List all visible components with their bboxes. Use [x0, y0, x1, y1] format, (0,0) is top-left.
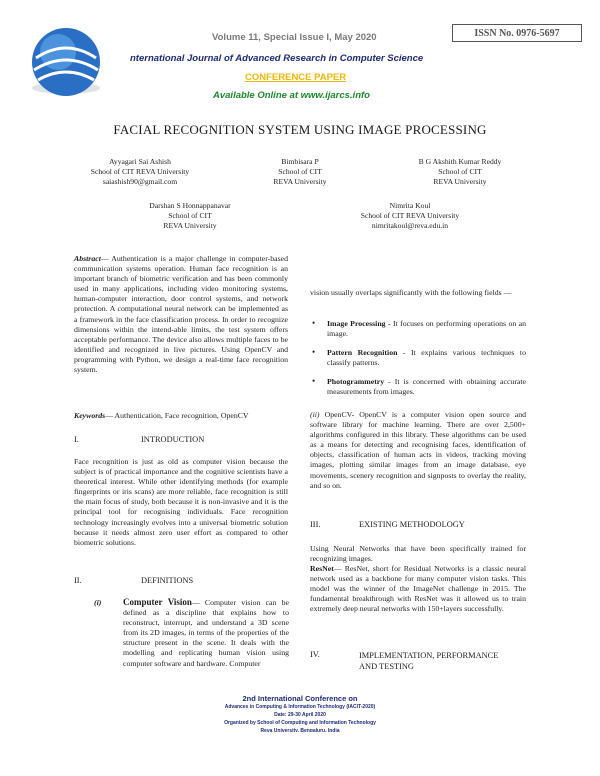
list-item	[310, 319, 526, 339]
author-affiliation: School of CIT	[278, 167, 322, 176]
section-heading-definitions: DEFINITIONS	[141, 576, 194, 585]
available-online-link[interactable]: Available Online at www.ijarcs.info	[213, 90, 370, 101]
heading-line: AND TESTING	[359, 662, 414, 671]
author-block	[230, 157, 370, 187]
keywords-text: — Authentication, Face recognition, OpenCV	[105, 411, 249, 420]
field-text: - It focuses on performing operations on an image.	[327, 319, 527, 339]
section-number: II.	[74, 576, 82, 585]
methodology-text: Using Neural Networks that have been specifically trained for recognizing images.	[310, 544, 526, 564]
heading-line: IMPLEMENTATION, PERFORMANCE	[359, 651, 499, 660]
definition-text: — Computer vision can be defined as a discipline that explains how to reconstruct, interrupt, and understand a 3D scene from its 2D images, in terms of the properties of the structure present in the scene. It deals with the modelling and replicating human vision using computer software and hardware. Computer	[123, 598, 289, 668]
section-heading-implementation	[359, 650, 498, 672]
abstract	[74, 254, 288, 375]
definition-term: Computer Vision	[123, 597, 192, 607]
resnet-term: ResNet	[310, 564, 334, 573]
resnet-text: — ResNet, short for Residual Networks is a classic neural network used as a backbone for many computer vision tasks. This model was the winner of the ImageNet challenge in 2015. The fundamental breakthrough with ResNet was it allowed us to train extremely deep neural networks with 150+layers successfully.	[310, 564, 526, 614]
author-name: Ayyagari Sai Ashish	[109, 157, 171, 166]
conference-paper-label: CONFERENCE PAPER	[245, 72, 347, 83]
author-affiliation: School of CIT	[438, 167, 482, 176]
footer-conference-name: Advances in Computing & Information Technology (IACIT-2020)	[224, 704, 376, 710]
author-name: B G Akshith Kumar Reddy	[418, 157, 502, 166]
keywords-label: Keywords	[74, 411, 106, 420]
author-block	[380, 157, 540, 187]
introduction-text: Face recognition is just as old as computer vision because the subject is of practical importance and the cognitive scientists have a theoretical interest. While other identifying methods (for example fingerprints or iris scans) are more reliable, face recognition is still the main focus of study, both because it is non-invasive and it is the principal tool for recognising individuals. Face recognition technology increasingly evolves into a universal biometric solution because it needs almost zero user effort as compared to other biometric solutions.	[74, 457, 288, 547]
fields-list	[310, 319, 526, 398]
author-affiliation: School of CIT	[168, 211, 212, 220]
abstract-text: — Authentication is a major challenge in computer-based communication systems operation. Human face recognition is an important branch of biometric verification and has been commonly used in many applications, including video monitoring systems, human-computer interaction, door control systems, and network protection. A computational neural network can be implemented as a framework in the face classification process. In order to recognize dimensions within the intend-able limits, the test system offers acceptable performance. The device also allows multiple faces to be identified and recognized in live pictures. Using OpenCV and programming with Python, we design a real-time face recognition system.	[74, 254, 288, 375]
author-affiliation: School of CIT REVA University	[90, 167, 190, 176]
list-item	[310, 377, 526, 397]
bullet-icon: •	[312, 347, 316, 358]
field-term: Photogrammetry	[327, 377, 385, 387]
field-text: - It is concerned with obtaining accurate measurements from images.	[327, 377, 526, 397]
field-term: Pattern Recognition	[327, 348, 398, 358]
definition-opencv	[310, 410, 526, 491]
footer-location: Reva University, Bengaluru, India	[260, 728, 340, 732]
author-affiliation: REVA University	[163, 221, 217, 230]
continued-text: vision usually overlaps significantly with the following fields —	[310, 288, 512, 297]
author-affiliation: REVA University	[273, 177, 327, 186]
journal-name: nternational Journal of Advanced Research in Computer Science	[130, 53, 424, 64]
field-term: Image Processing	[327, 319, 386, 328]
definition-marker: (ii)	[310, 410, 320, 419]
section-number: III.	[310, 520, 321, 529]
section-heading-methodology: EXISTING METHODOLOGY	[359, 520, 465, 529]
author-affiliation: School of CIT REVA University	[360, 211, 460, 220]
author-name: Bimbisara P	[281, 157, 319, 166]
paper-title: FACIAL RECOGNITION SYSTEM USING IMAGE PROCESSING	[113, 122, 487, 137]
field-text: - It explains various techniques to classify patterns.	[327, 348, 526, 368]
author-email[interactable]: nimritakoul@reva.edu.in	[371, 221, 449, 230]
journal-logo-globe	[22, 18, 110, 106]
footer-organizer: Organized by School of Computing and Information Technology	[224, 720, 376, 726]
author-block	[110, 201, 270, 231]
section-number: I.	[74, 435, 79, 444]
definition-computer-vision	[123, 597, 289, 669]
list-item	[310, 348, 526, 368]
author-name: Nimrita Koul	[389, 201, 431, 210]
issn-box: ISSN No. 0976-5697	[452, 24, 582, 42]
bullet-icon: •	[312, 318, 316, 328]
resnet-paragraph	[310, 564, 526, 614]
author-name: Darshan S Honnappanavar	[149, 201, 231, 210]
footer-date: Date: 29-30 April 2020	[274, 712, 326, 718]
author-block	[60, 157, 220, 187]
volume-issue: Volume 11, Special Issue I, May 2020	[212, 32, 377, 43]
definition-marker: (i)	[94, 598, 102, 607]
author-block	[325, 201, 495, 231]
footer-conference: 2nd International Conference on	[242, 694, 358, 703]
definition-text: OpenCV- OpenCV is a computer vision open source and software library for machine learning. There are over 2,500+ algorithms configured in this library. These algorithms can be used as a means for detecting and recognising faces, identification of objects, classification of human acts in videos, tracking moving images, plotting similar images from an image database, eye movements, scenery recognition and signposts to overlay the reality, and so on.	[310, 410, 526, 490]
bullet-icon: •	[312, 376, 316, 387]
section-heading-introduction: INTRODUCTION	[141, 435, 205, 444]
author-email[interactable]: saiashish90@gmail.com	[102, 177, 178, 186]
section-number: IV.	[310, 650, 320, 659]
author-affiliation: REVA University	[433, 177, 487, 186]
keywords	[74, 411, 288, 421]
abstract-label: Abstract	[74, 254, 101, 263]
